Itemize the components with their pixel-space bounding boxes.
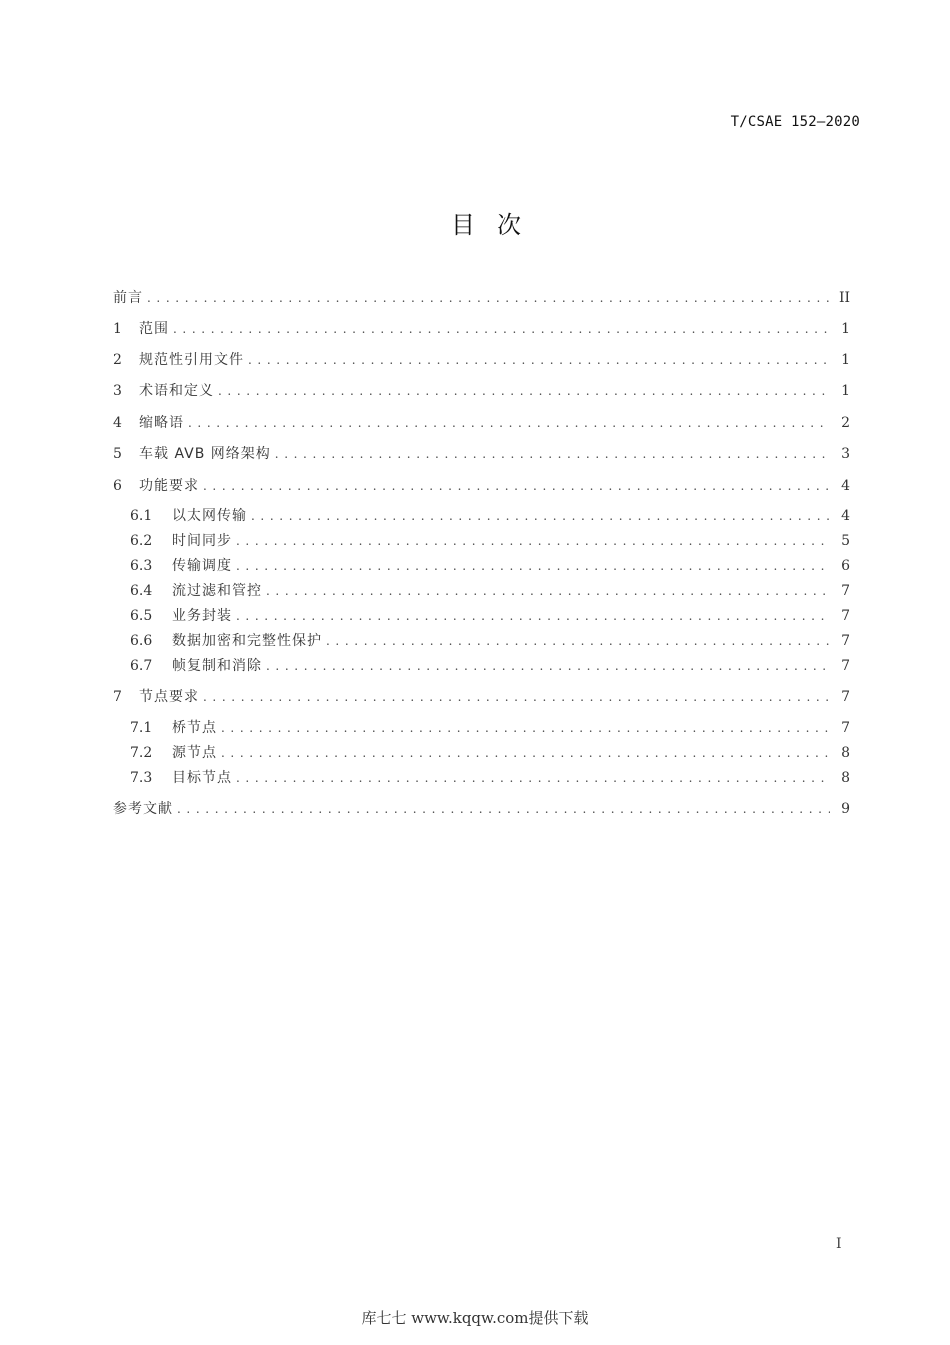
toc-leader	[266, 655, 830, 677]
toc-entry-6[interactable]	[113, 475, 850, 497]
toc-leader	[203, 475, 830, 497]
toc-number: 7.2	[130, 745, 153, 761]
toc-page: 7	[841, 658, 850, 674]
toc-number: 7.1	[130, 720, 153, 736]
toc-leader	[177, 798, 830, 820]
toc-entry-5[interactable]	[113, 443, 850, 465]
toc-page: 7	[841, 720, 850, 736]
toc-leader	[266, 580, 830, 602]
toc-entry-6-4[interactable]	[130, 580, 850, 602]
toc-leader	[236, 530, 830, 552]
toc-number: 6.6	[130, 633, 153, 649]
toc-entry-foreword[interactable]	[113, 287, 850, 309]
toc-entry-4[interactable]	[113, 412, 850, 434]
toc-entry-7-1[interactable]	[130, 717, 850, 739]
toc-page: 7	[841, 583, 850, 599]
toc-entry-6-7[interactable]	[130, 655, 850, 677]
toc-page: 1	[841, 321, 850, 337]
toc-leader	[236, 767, 830, 789]
toc-entry-6-5[interactable]	[130, 605, 850, 627]
toc-entry-3[interactable]	[113, 380, 850, 402]
toc-page: 4	[841, 478, 850, 494]
toc-page: 2	[841, 415, 850, 431]
toc-label: 数据加密和完整性保护	[172, 633, 322, 649]
toc-label: 以太网传输	[172, 508, 247, 524]
toc-number: 6	[113, 478, 122, 494]
toc-label: 范围	[139, 321, 169, 337]
toc-entry-6-3[interactable]	[130, 555, 850, 577]
toc-leader	[251, 505, 830, 527]
toc-label: 帧复制和消除	[172, 658, 262, 674]
toc-number: 1	[113, 321, 122, 337]
toc-number: 4	[113, 415, 122, 431]
toc-entry-1[interactable]	[113, 318, 850, 340]
toc-label: 时间同步	[172, 533, 232, 549]
toc-label: 桥节点	[172, 720, 217, 736]
toc-leader	[236, 555, 830, 577]
toc-page: 6	[841, 558, 850, 574]
toc-leader	[188, 412, 830, 434]
toc-label: 术语和定义	[139, 383, 214, 399]
toc-label: 前言	[113, 290, 143, 306]
toc-leader	[248, 349, 830, 371]
toc-number: 6.5	[130, 608, 153, 624]
toc-entry-6-1[interactable]	[130, 505, 850, 527]
standard-code: T/CSAE 152—2020	[730, 114, 860, 130]
toc-page: 8	[841, 770, 850, 786]
toc-entry-2[interactable]	[113, 349, 850, 371]
toc-page: 1	[841, 383, 850, 399]
toc-leader	[203, 686, 830, 708]
toc-number: 6.4	[130, 583, 153, 599]
toc-number: 7	[113, 689, 122, 705]
toc-label: 目标节点	[172, 770, 232, 786]
toc-label: 参考文献	[113, 801, 173, 817]
toc-label: 功能要求	[139, 478, 199, 494]
toc-number: 2	[113, 352, 122, 368]
toc-page: 9	[841, 801, 850, 817]
toc-leader	[147, 287, 830, 309]
toc-number: 5	[113, 446, 122, 462]
toc-number: 3	[113, 383, 122, 399]
toc-entry-6-2[interactable]	[130, 530, 850, 552]
toc-label: 节点要求	[139, 689, 199, 705]
toc-leader	[173, 318, 830, 340]
toc-entry-6-6[interactable]	[130, 630, 850, 652]
toc-leader	[326, 630, 830, 652]
toc-number: 6.3	[130, 558, 153, 574]
toc-label: 业务封装	[172, 608, 232, 624]
toc-leader	[221, 742, 830, 764]
toc-number: 6.1	[130, 508, 153, 524]
toc-page: 7	[841, 633, 850, 649]
toc-number: 6.7	[130, 658, 153, 674]
toc-page: 8	[841, 745, 850, 761]
toc-page: 7	[841, 608, 850, 624]
footer-note: 库七七 www.kqqw.com提供下载	[361, 1309, 589, 1327]
toc-entry-7-2[interactable]	[130, 742, 850, 764]
page-title: 目次	[451, 211, 543, 239]
toc-leader	[221, 717, 830, 739]
toc-page: 3	[841, 446, 850, 462]
toc-page: 7	[841, 689, 850, 705]
toc-leader	[275, 443, 830, 465]
toc-entry-7[interactable]	[113, 686, 850, 708]
toc-label: 流过滤和管控	[172, 583, 262, 599]
toc-page: II	[838, 290, 850, 306]
toc-label: 车载 AVB 网络架构	[139, 446, 271, 462]
toc-label: 缩略语	[139, 415, 184, 431]
toc-entry-bibliography[interactable]	[113, 798, 850, 820]
toc-page: 5	[841, 533, 850, 549]
toc-number: 7.3	[130, 770, 153, 786]
toc-label: 传输调度	[172, 558, 232, 574]
toc-leader	[218, 380, 830, 402]
toc-entry-7-3[interactable]	[130, 767, 850, 789]
toc-number: 6.2	[130, 533, 153, 549]
toc-page: 1	[841, 352, 850, 368]
toc-label: 规范性引用文件	[139, 352, 244, 368]
toc-leader	[236, 605, 830, 627]
toc-page: 4	[841, 508, 850, 524]
toc-label: 源节点	[172, 745, 217, 761]
page-number: I	[836, 1236, 842, 1252]
